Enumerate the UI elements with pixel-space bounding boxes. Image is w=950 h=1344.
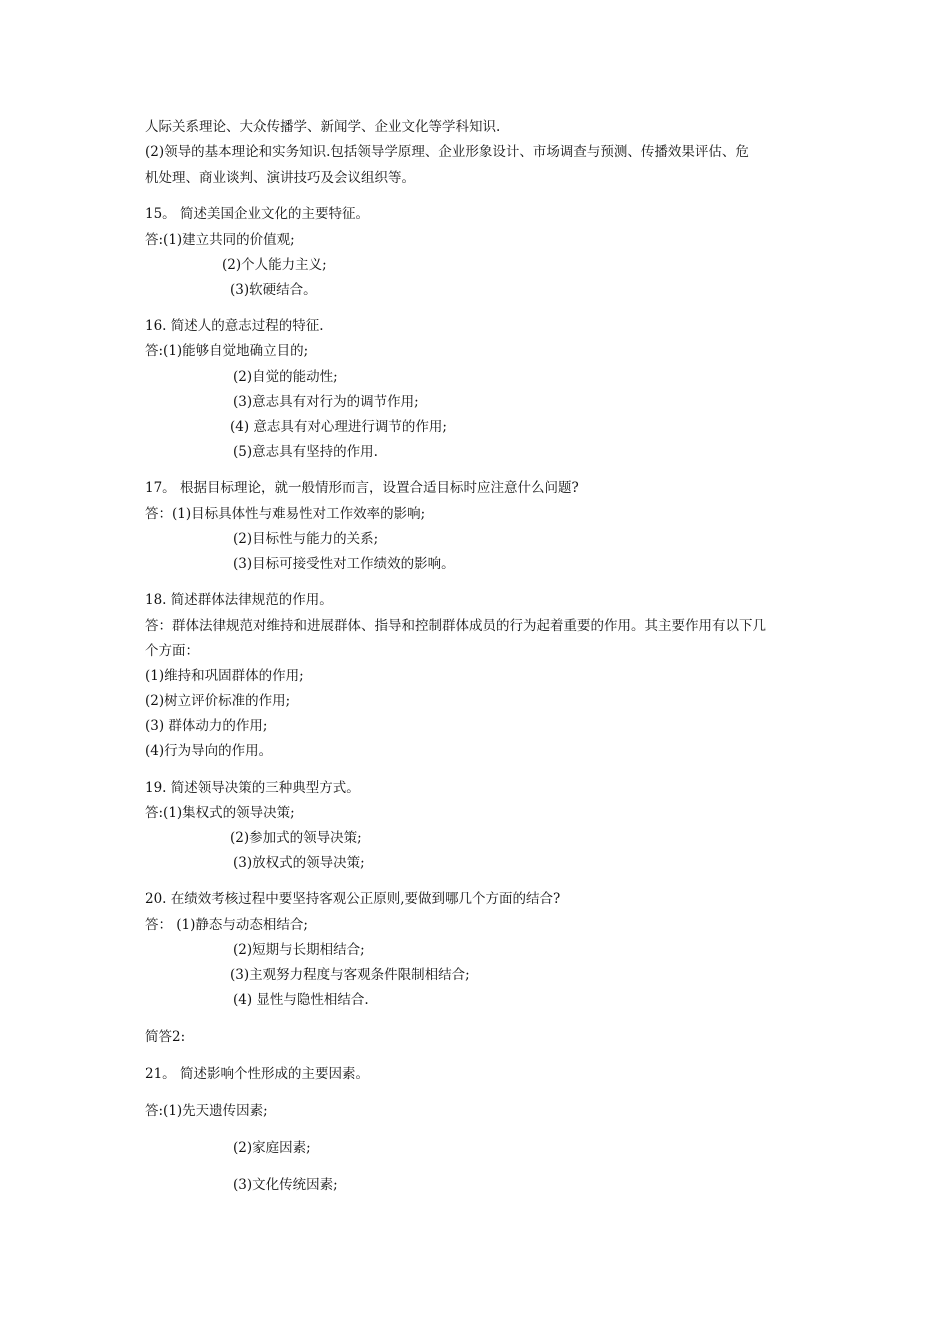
text-line: 答:(1)集权式的领导决策; bbox=[145, 805, 295, 821]
text-line: (3)目标可接受性对工作绩效的影响。 bbox=[233, 556, 455, 572]
text-line: (2)参加式的领导决策; bbox=[230, 830, 362, 846]
text-line: 18. 简述群体法律规范的作用。 bbox=[145, 592, 333, 608]
text-line: 人际关系理论、大众传播学、新闻学、企业文化等学科知识. bbox=[145, 119, 501, 135]
text-line: 答：(1)目标具体性与难易性对工作效率的影响; bbox=[145, 506, 426, 522]
text-line: 个方面： bbox=[145, 643, 199, 659]
text-line: 答： (1)静态与动态相结合; bbox=[145, 917, 308, 933]
text-line: 答：群体法律规范对维持和进展群体、指导和控制群体成员的行为起着重要的作用。其主要作用有以下几 bbox=[145, 618, 766, 634]
text-line: (3) 群体动力的作用; bbox=[145, 718, 268, 734]
text-line: (2)个人能力主义; bbox=[222, 257, 327, 273]
text-line: 20. 在绩效考核过程中要坚持客观公正原则,要做到哪几个方面的结合? bbox=[145, 891, 561, 907]
text-line: (3)意志具有对行为的调节作用; bbox=[233, 394, 419, 410]
text-line: (3)文化传统因素; bbox=[233, 1177, 338, 1193]
text-line: (3)主观努力程度与客观条件限制相结合; bbox=[230, 967, 470, 983]
text-line: (4) 意志具有对心理进行调节的作用; bbox=[230, 419, 447, 435]
text-line: (2)短期与长期相结合; bbox=[233, 942, 365, 958]
text-line: 17。 根据目标理论，就一般情形而言，设置合适目标时应注意什么问题? bbox=[145, 480, 579, 496]
text-line: (2)自觉的能动性; bbox=[233, 369, 338, 385]
text-line: (1)维持和巩固群体的作用; bbox=[145, 668, 304, 684]
text-line: (2)家庭因素; bbox=[233, 1140, 311, 1156]
text-line: (3)软硬结合。 bbox=[230, 282, 317, 298]
text-line: (4)行为导向的作用。 bbox=[145, 743, 273, 759]
text-line: (5)意志具有坚持的作用. bbox=[233, 444, 378, 460]
text-line: 简答2: bbox=[145, 1029, 186, 1045]
text-line: 答:(1)建立共同的价值观; bbox=[145, 232, 295, 248]
text-line: 答:(1)先天遗传因素; bbox=[145, 1103, 268, 1119]
text-line: (2)树立评价标准的作用; bbox=[145, 693, 291, 709]
text-line: 机处理、商业谈判、演讲技巧及会议组织等。 bbox=[145, 170, 415, 186]
text-line: 16. 简述人的意志过程的特征. bbox=[145, 318, 324, 334]
text-line: (3)放权式的领导决策; bbox=[233, 855, 365, 871]
text-line: (2)目标性与能力的关系; bbox=[233, 531, 379, 547]
text-line: (2)领导的基本理论和实务知识.包括领导学原理、企业形象设计、市场调查与预测、传播效果评估、危 bbox=[145, 144, 749, 160]
text-line: 答:(1)能够自觉地确立目的; bbox=[145, 343, 309, 359]
text-line: 19. 简述领导决策的三种典型方式。 bbox=[145, 780, 360, 796]
text-line: (4) 显性与隐性相结合. bbox=[233, 992, 369, 1008]
text-line: 15。 简述美国企业文化的主要特征。 bbox=[145, 206, 369, 222]
text-line: 21。 简述影响个性形成的主要因素。 bbox=[145, 1066, 369, 1082]
